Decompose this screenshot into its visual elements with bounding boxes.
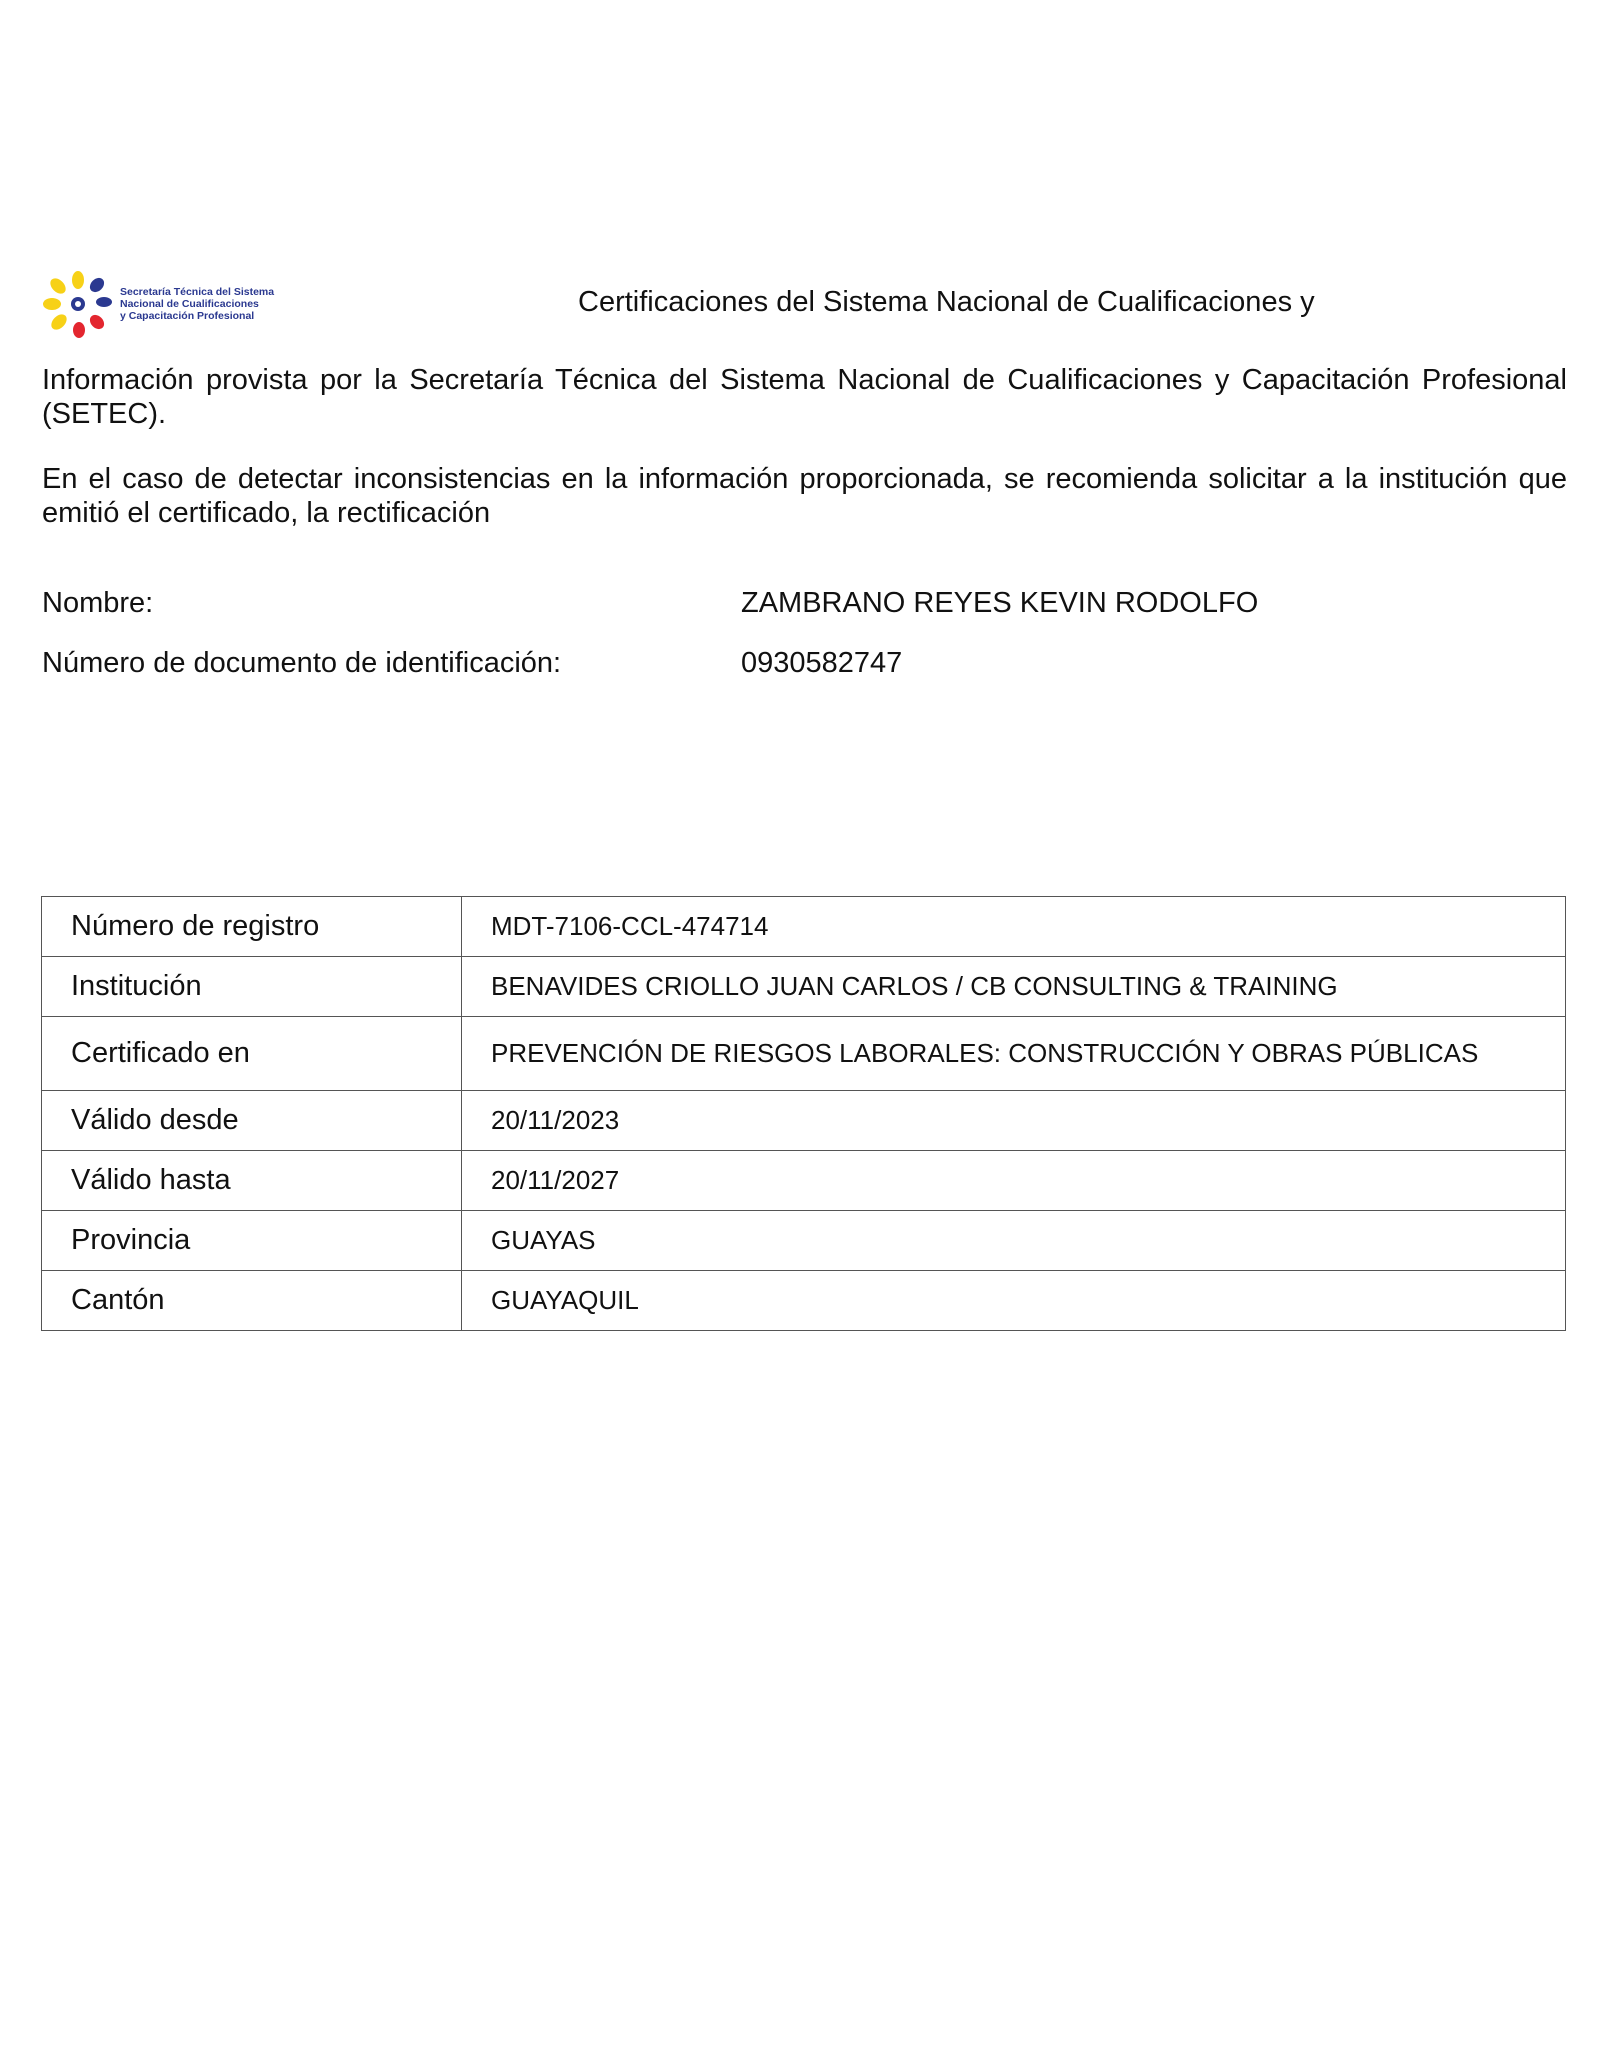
row-value: 20/11/2023 [462, 1091, 1566, 1151]
logo-text-line-2: Nacional de Cualificaciones [120, 298, 259, 310]
setec-emblem-icon [42, 268, 114, 340]
row-label: Número de registro [42, 897, 462, 957]
table-row-valido-desde [42, 1091, 1566, 1151]
row-label: Institución [42, 957, 462, 1017]
row-label: Cantón [42, 1271, 462, 1331]
notice-paragraph: En el caso de detectar inconsistencias en la información proporcionada, se recomienda solicitar a la institución que emitió el certificado, la rectificación [42, 463, 1567, 529]
row-value: MDT-7106-CCL-474714 [462, 897, 1566, 957]
row-value: GUAYAS [462, 1211, 1566, 1271]
table-row-canton [42, 1271, 1566, 1331]
table-row-provincia [42, 1211, 1566, 1271]
setec-logo [42, 266, 282, 342]
row-value: BENAVIDES CRIOLLO JUAN CARLOS / CB CONSULTING & TRAINING [462, 957, 1566, 1017]
row-label: Certificado en [42, 1017, 462, 1091]
row-label: Válido hasta [42, 1151, 462, 1211]
logo-text-line-1: Secretaría Técnica del Sistema [120, 286, 275, 298]
name-value: ZAMBRANO REYES KEVIN RODOLFO [741, 587, 1259, 619]
row-label: Válido desde [42, 1091, 462, 1151]
name-label: Nombre: [42, 587, 154, 619]
row-value: GUAYAQUIL [462, 1271, 1566, 1331]
document-id-label: Número de documento de identificación: [42, 647, 562, 679]
table-row-certificado [42, 1017, 1566, 1091]
document-id-value: 0930582747 [741, 647, 903, 679]
row-value: PREVENCIÓN DE RIESGOS LABORALES: CONSTRUCCIÓN Y OBRAS PÚBLICAS [462, 1017, 1566, 1091]
page-title: Certificaciones del Sistema Nacional de Cualificaciones y [578, 286, 1315, 318]
certificate-table [41, 896, 1566, 1331]
table-row-valido-hasta [42, 1151, 1566, 1211]
logo-text-line-3: y Capacitación Profesional [120, 310, 255, 322]
logo-text [120, 286, 274, 322]
row-label: Provincia [42, 1211, 462, 1271]
info-paragraph: Información provista por la Secretaría Técnica del Sistema Nacional de Cualificaciones y Capacitación Profesional (SETEC). [42, 364, 1567, 430]
table-row-institucion [42, 957, 1566, 1017]
row-value: 20/11/2027 [462, 1151, 1566, 1211]
table-row-registro [42, 897, 1566, 957]
